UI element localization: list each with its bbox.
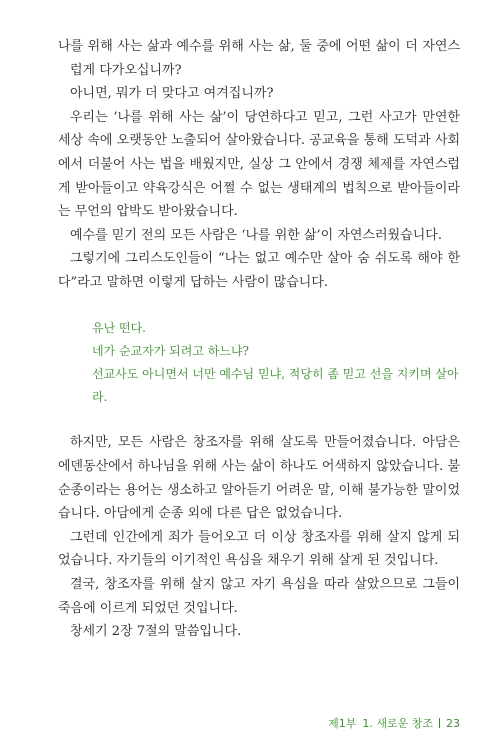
paragraph: 결국, 창조자를 위해 살지 않고 자기 욕심을 따라 살았으므로 그들이 죽음에 이르게 되었던 것입니다. (58, 576, 460, 616)
paragraph: 하지만, 모든 사람은 창조자를 위해 살도록 만들어졌습니다. 아담은 에덴동산에서 하나님을 위해 사는 삶이 하나도 어색하지 않았습니다. 불순종이라는 용어는 생소하고 알아듣기 어려운 말, 이해 불가능한 말이었습니다. 아담에게 순종 외에 다른 답은 없었습니다. (58, 435, 460, 522)
page-number: 23 (446, 717, 460, 730)
paragraphs-top (58, 35, 460, 295)
paragraph: 우리는 ‘나를 위해 사는 삶’이 당연하다고 믿고, 그런 사고가 만연한 세상 속에 오랫동안 노출되어 살아왔습니다. 공교육을 통해 도덕과 사회에서 더불어 사는 법을 배웠지만, 실상 그 안에서 경쟁 체제를 자연스럽게 받아들이고 약육강식은 어쩔 수 없는 생태계의 법칙으로 받아들이라는 무언의 압박도 받아왔습니다. (58, 109, 460, 220)
quote-line: 네가 순교자가 되려고 하느냐? (92, 343, 249, 358)
page-footer (328, 715, 460, 731)
body-text (58, 35, 460, 644)
paragraph: 창세기 2장 7절의 말씀입니다. (70, 624, 242, 640)
footer-chapter: 1. 새로운 창조 (362, 717, 433, 730)
footer-part: 제1부 (328, 717, 357, 730)
footer-divider (439, 718, 440, 728)
paragraphs-bottom (58, 431, 460, 643)
paragraph: 그런데 인간에게 죄가 들어오고 더 이상 창조자를 위해 살지 않게 되었습니다. 자기들의 이기적인 욕심을 채우기 위해 살게 된 것입니다. (58, 529, 460, 569)
quote-line: 유난 떤다. (92, 320, 146, 335)
spacer (58, 295, 460, 317)
paragraph: 나를 위해 사는 삶과 예수를 위해 사는 삶, 둘 중에 어떤 삶이 더 자연스럽게 다가오십니까? (58, 39, 460, 78)
quote-block (58, 317, 460, 410)
spacer (58, 409, 460, 431)
quote-line: 선교사도 아니면서 너만 예수님 믿냐, 적당히 좀 믿고 선을 지키며 살아라. (92, 366, 459, 405)
paragraph: 아니면, 뭐가 더 맞다고 여겨집니까? (70, 86, 274, 102)
paragraph: 그렇기에 그리스도인들이 “나는 없고 예수만 살아 숨 쉬도록 해야 한다”라고 말하면 이렇게 답하는 사람이 많습니다. (58, 251, 460, 290)
paragraph: 예수를 믿기 전의 모든 사람은 ‘나를 위한 삶’이 자연스러웠습니다. (70, 227, 442, 243)
